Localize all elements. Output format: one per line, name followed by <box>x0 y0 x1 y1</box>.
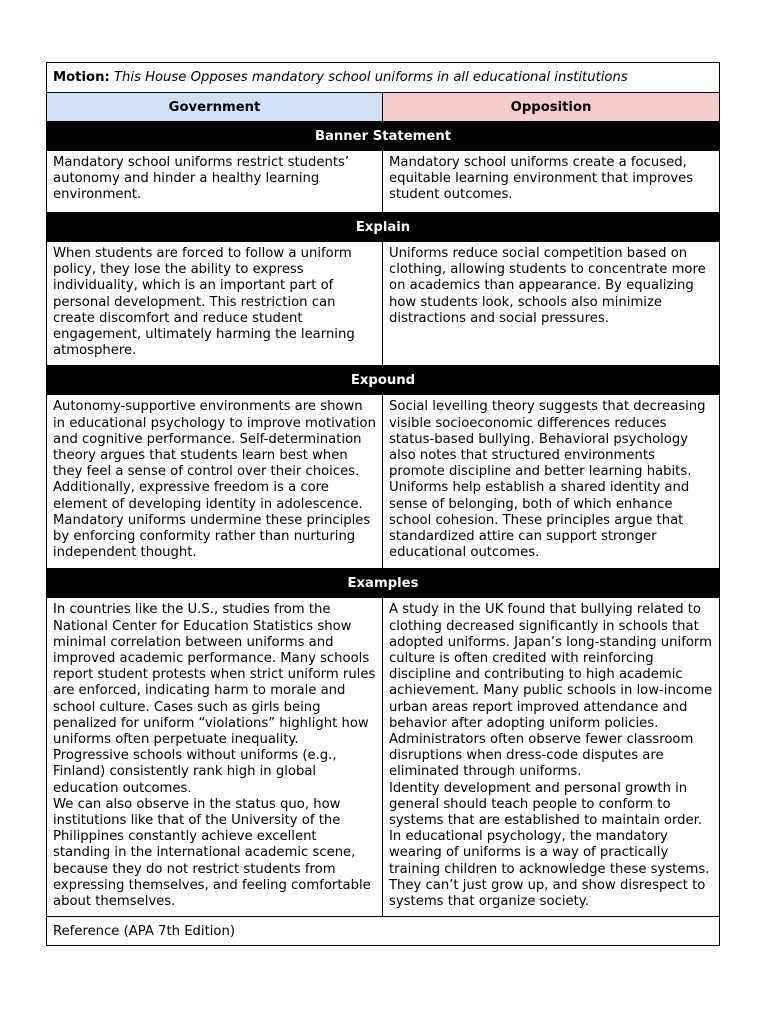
section-header-examples <box>47 569 720 598</box>
opposition-banner-text: Mandatory school uniforms create a focused, equitable learning environment that improves student outcomes. <box>389 155 694 203</box>
opposition-banner-cell <box>383 151 720 213</box>
government-examples-paragraph: In countries like the U.S., studies from the National Center for Education Statistics show minimal correlation between uniforms and improved academic performance. Many schools report student protests when strict uniform rules are enforced, indicating harm to morale and school culture. Cases such as girls being penalized for uniform “violations” highlight how uniforms often perpetuate inequality. Progressive schools without uniforms (e.g., Finland) consistently rank high in global education outcomes. <box>53 602 376 796</box>
motion-row <box>47 63 720 93</box>
explain-content-row <box>47 242 720 366</box>
opposition-examples-cell <box>383 598 720 917</box>
motion-text: This House Opposes mandatory school uniforms in all educational institutions <box>113 70 628 85</box>
opposition-explain-text: Uniforms reduce social competition based on clothing, allowing students to concentrate more on academics than appearance. By equalizing how students look, schools also minimize distractions and social pressures. <box>389 246 706 326</box>
opposition-explain-cell <box>383 242 720 366</box>
section-title: Examples <box>47 569 720 598</box>
section-header-explain <box>47 213 720 242</box>
debate-case-sheet <box>46 62 719 946</box>
section-title: Explain <box>47 213 720 242</box>
section-title: Banner Statement <box>47 122 720 151</box>
government-expound-text: Autonomy-supportive environments are shown in educational psychology to improve motivation and cognitive performance. Self-determination theory argues that students learn best when they feel a sense of control over their choices. Additionally, expressive freedom is a core element of developing identity in adolescence. Mandatory uniforms undermine these principles by enforcing conformity rather than nurturing independent thought. <box>53 399 376 561</box>
motion-label: Motion: <box>53 70 110 85</box>
section-header-banner <box>47 122 720 151</box>
government-banner-text: Mandatory school uniforms restrict students’ autonomy and hinder a healthy learning environment. <box>53 155 350 203</box>
opposition-examples-paragraph: A study in the UK found that bullying related to clothing decreased significantly in schools that adopted uniforms. Japan’s long-standing uniform culture is often credited with reinforcing discipline and contributing to high academic achievement. Many public schools in low-income urban areas report improved attendance and behavior after adopting uniform policies. Administrators often observe fewer classroom disruptions when dress-code disputes are eliminated through uniforms. <box>389 602 713 780</box>
opposition-expound-cell <box>383 395 720 569</box>
case-table <box>46 62 720 946</box>
government-examples-paragraph: We can also observe in the status quo, how institutions like that of the University of the Philippines constantly achieve excellent standing in the international academic scene, because they do not restrict students from expressing themselves, and feeling comfortable about themselves. <box>53 796 371 910</box>
government-explain-text: When students are forced to follow a uniform policy, they lose the ability to express individuality, which is an important part of personal development. This restriction can create discomfort and reduce student engagement, ultimately harming the learning atmosphere. <box>53 246 355 359</box>
government-explain-cell <box>47 242 383 366</box>
opposition-examples-paragraph: Identity development and personal growth in general should teach people to conform to systems that are established to maintain order. In educational psychology, the mandatory wearing of uniforms is a way of practically training children to acknowledge these systems. They can’t just grow up, and show disrespect to systems that organize society. <box>389 780 710 910</box>
government-expound-cell <box>47 395 383 569</box>
opposition-expound-text: Social levelling theory suggests that decreasing visible socioeconomic differences reduces status-based bullying. Behavioral psychology also notes that structured environments promote discipline and better learning habits. Uniforms help establish a shared identity and sense of belonging, both of which enhance school cohesion. These principles argue that standardized attire can support stronger educational outcomes. <box>389 399 706 561</box>
banner-content-row <box>47 151 720 213</box>
section-title: Expound <box>47 366 720 395</box>
section-header-expound <box>47 366 720 395</box>
sides-header-row <box>47 93 720 122</box>
government-examples-cell <box>47 598 383 917</box>
expound-content-row <box>47 395 720 569</box>
government-header: Government <box>47 93 383 122</box>
motion-cell <box>47 63 720 93</box>
opposition-header: Opposition <box>383 93 720 122</box>
government-banner-cell <box>47 151 383 213</box>
reference-cell: Reference (APA 7th Edition) <box>47 917 720 946</box>
examples-content-row <box>47 598 720 917</box>
reference-row <box>47 917 720 946</box>
